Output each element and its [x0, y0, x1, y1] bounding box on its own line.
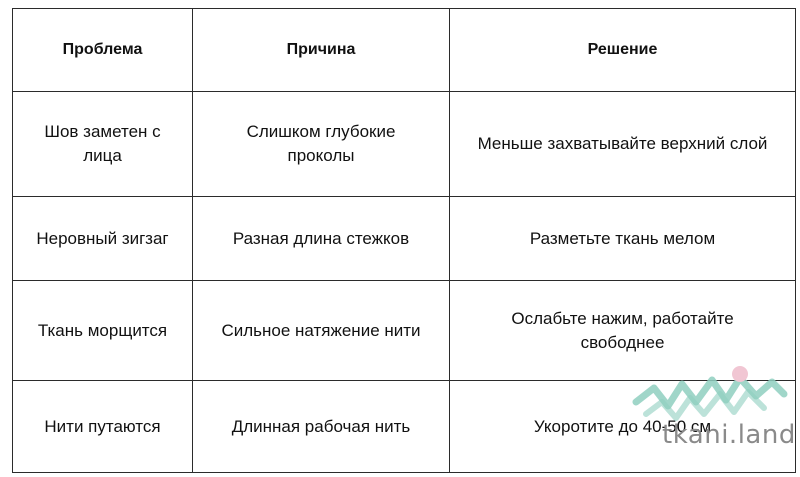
header-row [13, 9, 796, 92]
solution-cell: Укоротите до 40-50 см [450, 381, 796, 473]
problem-cell: Нити путаются [13, 381, 193, 473]
header-problem: Проблема [13, 9, 193, 92]
logo-dot-icon [732, 366, 748, 382]
header-solution: Решение [450, 9, 796, 92]
table-row [13, 92, 796, 197]
problem-cell: Неровный зигзаг [13, 197, 193, 281]
cause-cell: Длинная рабочая нить [193, 381, 450, 473]
cause-cell: Разная длина стежков [193, 197, 450, 281]
cause-cell: Слишком глубокие проколы [193, 92, 450, 197]
solution-cell: Ослабьте нажим, работайте свободнее [450, 281, 796, 381]
problem-cell: Ткань морщится [13, 281, 193, 381]
table-row [13, 197, 796, 281]
cause-cell: Сильное натяжение нити [193, 281, 450, 381]
problem-cell: Шов заметен с лица [13, 92, 193, 197]
solution-cell: Меньше захватывайте верхний слой [450, 92, 796, 197]
watermark-text: tkani.land [662, 420, 796, 450]
header-cause: Причина [193, 9, 450, 92]
solution-cell: Разметьте ткань мелом [450, 197, 796, 281]
